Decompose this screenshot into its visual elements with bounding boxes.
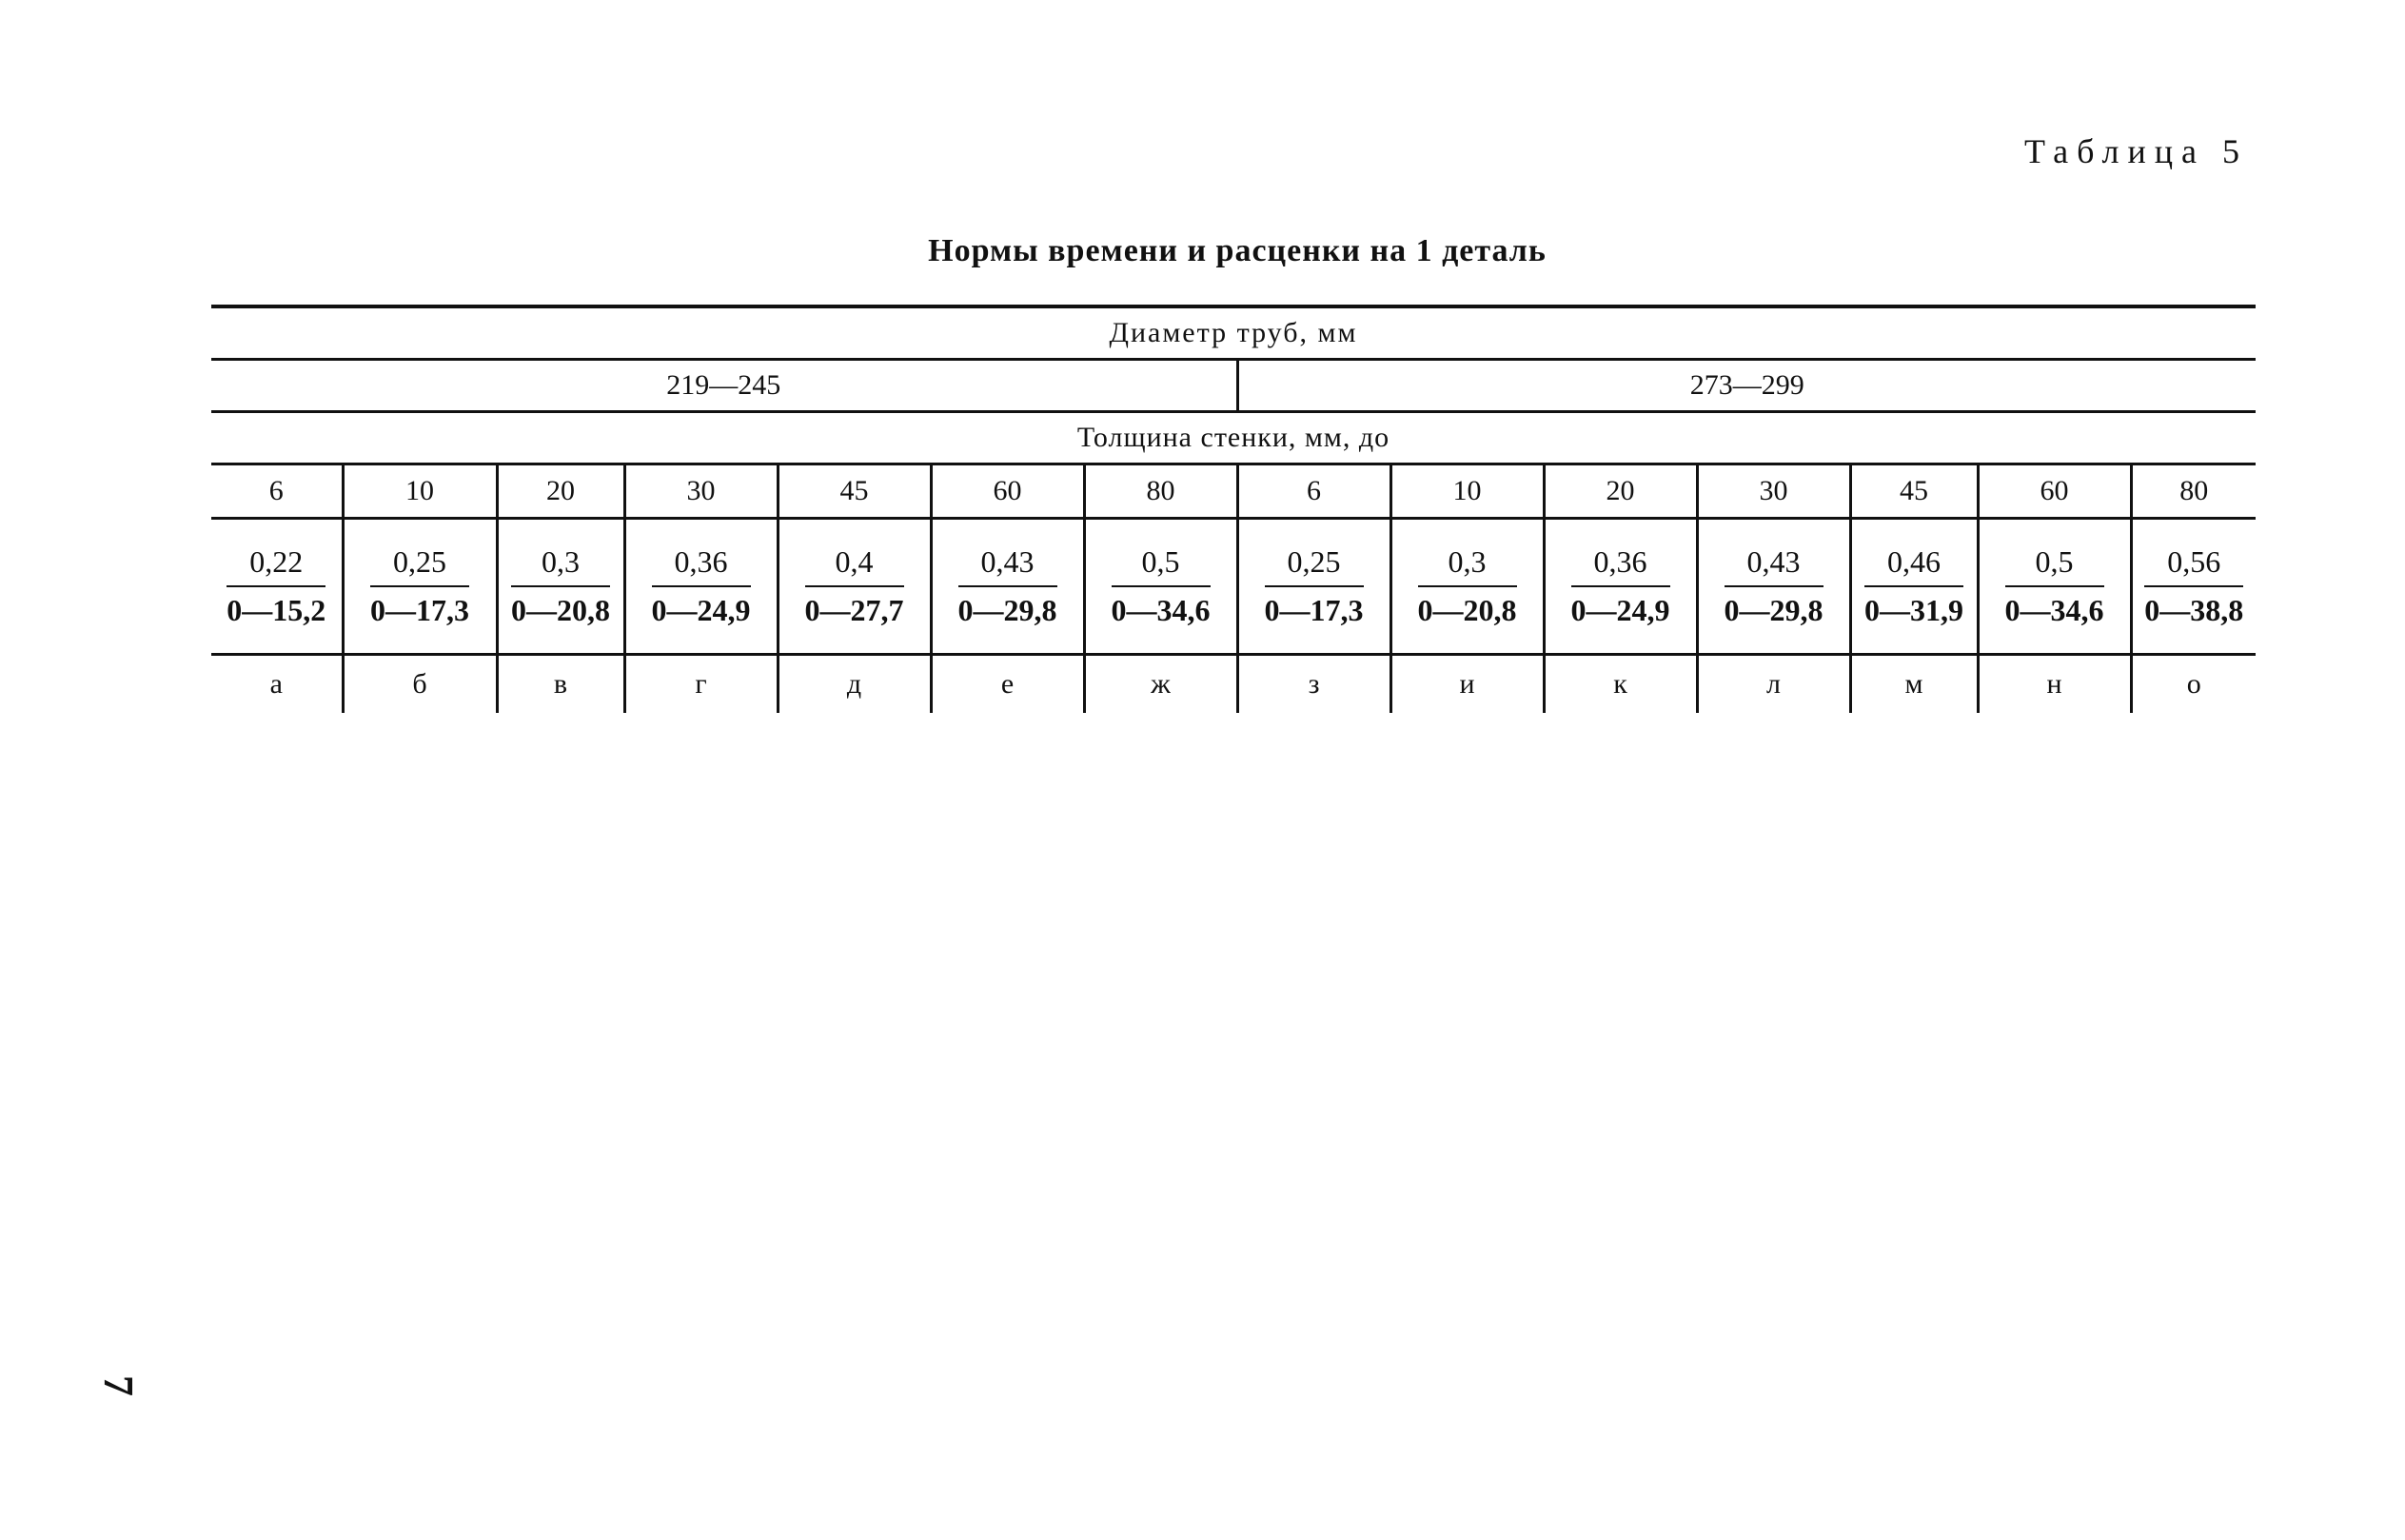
- thickness-cell: 30: [1697, 464, 1850, 519]
- column-index-cell: з: [1237, 655, 1390, 714]
- thickness-cell: 30: [624, 464, 778, 519]
- diameter-header-row: [211, 306, 2256, 360]
- rate-value: 0—29,8: [957, 593, 1057, 627]
- thickness-cell: 20: [497, 464, 624, 519]
- norm-rate-cell: [1237, 519, 1390, 655]
- norm-rate-cell: [1084, 519, 1237, 655]
- time-norm: 0,25: [1265, 544, 1364, 587]
- column-index-cell: в: [497, 655, 624, 714]
- time-norm: 0,3: [1418, 544, 1517, 587]
- time-norm: 0,22: [227, 544, 325, 587]
- table-number-label: Таблица 5: [2024, 132, 2248, 170]
- norm-rate-cell: [1697, 519, 1850, 655]
- diameter-header: Диаметр труб, мм: [211, 306, 2256, 360]
- time-norm: 0,5: [1112, 544, 1211, 587]
- time-norm: 0,46: [1864, 544, 1963, 587]
- time-norm: 0,43: [1725, 544, 1823, 587]
- rate-value: 0—34,6: [1111, 593, 1211, 627]
- rate-value: 0—17,3: [370, 593, 469, 627]
- column-index-cell: о: [2131, 655, 2256, 714]
- norm-rate-cell: [2131, 519, 2256, 655]
- page-number: 7: [95, 1375, 142, 1396]
- thickness-cell: 45: [1850, 464, 1978, 519]
- rate-value: 0—27,7: [804, 593, 904, 627]
- norm-rate-cell: [1978, 519, 2131, 655]
- thickness-cell: 10: [343, 464, 497, 519]
- norms-table: [211, 305, 2256, 713]
- time-norm: 0,36: [1571, 544, 1670, 587]
- diameter-range-219-245: 219—245: [211, 360, 1237, 412]
- column-index-cell: н: [1978, 655, 2131, 714]
- time-norm: 0,4: [805, 544, 904, 587]
- column-index-row: [211, 655, 2256, 714]
- thickness-header-row: [211, 412, 2256, 464]
- thickness-cell: 60: [931, 464, 1084, 519]
- thickness-cell: 6: [211, 464, 343, 519]
- thickness-cell: 10: [1390, 464, 1544, 519]
- column-index-cell: б: [343, 655, 497, 714]
- rate-value: 0—17,3: [1264, 593, 1364, 627]
- thickness-cell: 20: [1544, 464, 1697, 519]
- column-index-cell: д: [778, 655, 931, 714]
- norm-rate-cell: [931, 519, 1084, 655]
- time-norm: 0,56: [2144, 544, 2243, 587]
- diameter-range-row: [211, 360, 2256, 412]
- thickness-header: Толщина стенки, мм, до: [211, 412, 2256, 464]
- thickness-cell: 80: [1084, 464, 1237, 519]
- column-index-cell: а: [211, 655, 343, 714]
- thickness-values-row: [211, 464, 2256, 519]
- rate-value: 0—24,9: [651, 593, 751, 627]
- thickness-cell: 6: [1237, 464, 1390, 519]
- column-index-cell: ж: [1084, 655, 1237, 714]
- column-index-cell: к: [1544, 655, 1697, 714]
- norm-rate-cell: [497, 519, 624, 655]
- column-index-cell: и: [1390, 655, 1544, 714]
- time-norm: 0,25: [370, 544, 469, 587]
- document-title: Нормы времени и расценки на 1 деталь: [928, 233, 1547, 268]
- rate-value: 0—24,9: [1570, 593, 1670, 627]
- norm-rate-cell: [778, 519, 931, 655]
- rate-value: 0—34,6: [2004, 593, 2104, 627]
- time-norm: 0,3: [511, 544, 610, 587]
- diameter-range-273-299: 273—299: [1237, 360, 2256, 412]
- thickness-cell: 60: [1978, 464, 2131, 519]
- norm-rate-row: [211, 519, 2256, 655]
- rate-value: 0—29,8: [1724, 593, 1823, 627]
- rate-value: 0—38,8: [2144, 593, 2244, 627]
- norm-rate-cell: [211, 519, 343, 655]
- norm-rate-cell: [624, 519, 778, 655]
- norm-rate-cell: [1390, 519, 1544, 655]
- column-index-cell: е: [931, 655, 1084, 714]
- norm-rate-cell: [1544, 519, 1697, 655]
- thickness-cell: 80: [2131, 464, 2256, 519]
- thickness-cell: 45: [778, 464, 931, 519]
- rate-value: 0—20,8: [1417, 593, 1517, 627]
- time-norm: 0,5: [2005, 544, 2104, 587]
- rate-value: 0—15,2: [227, 593, 326, 627]
- time-norm: 0,43: [958, 544, 1057, 587]
- norm-rate-cell: [343, 519, 497, 655]
- norm-rate-cell: [1850, 519, 1978, 655]
- rate-value: 0—20,8: [511, 593, 610, 627]
- column-index-cell: м: [1850, 655, 1978, 714]
- column-index-cell: л: [1697, 655, 1850, 714]
- column-index-cell: г: [624, 655, 778, 714]
- rate-value: 0—31,9: [1864, 593, 1963, 627]
- time-norm: 0,36: [652, 544, 751, 587]
